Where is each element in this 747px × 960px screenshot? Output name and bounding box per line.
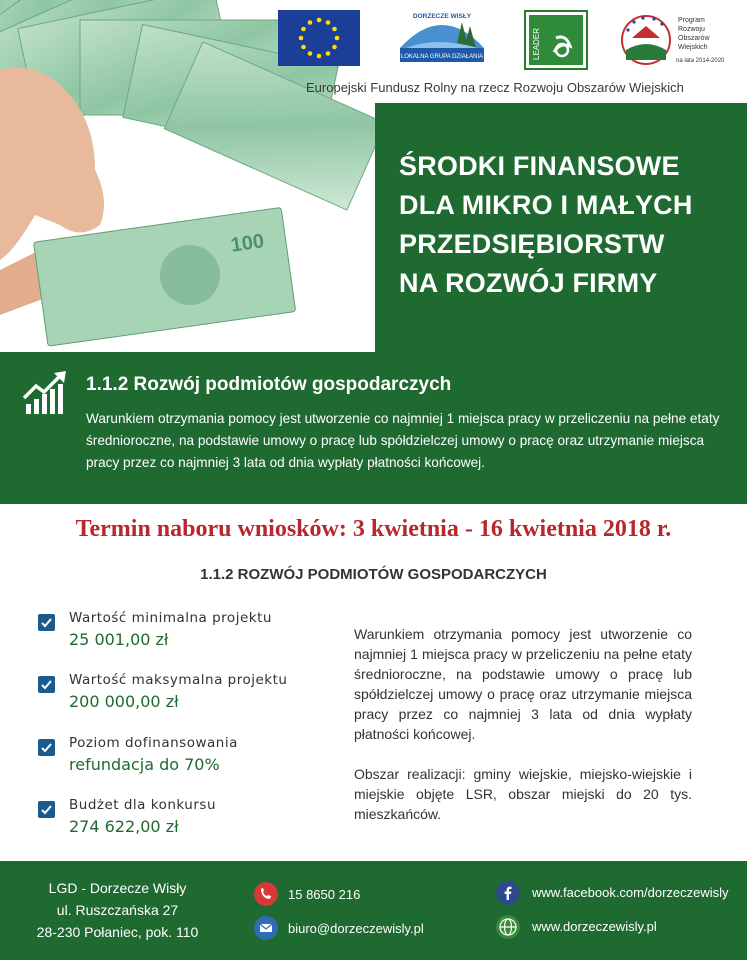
facebook-link[interactable]: www.facebook.com/dorzeczewisly [532, 885, 729, 900]
page-title [399, 147, 739, 303]
svg-text:LOKALNA GRUPA DZIAŁANIA: LOKALNA GRUPA DZIAŁANIA [400, 54, 484, 60]
list-item [38, 795, 338, 845]
fund-caption: Europejski Fundusz Rolny na rzecz Rozwoju Obszarów Wiejskich [306, 80, 684, 95]
email-icon [254, 916, 278, 940]
headline-box [375, 103, 747, 352]
svg-text:Program: Program [678, 17, 705, 24]
phone-icon [254, 882, 278, 906]
svg-text:LEADER: LEADER [532, 27, 541, 60]
growth-chart-icon [22, 370, 70, 416]
band-title: 1.1.2 Rozwój podmiotów gospodarczych [86, 374, 452, 395]
globe-icon [496, 915, 520, 939]
address-line: LGD - Dorzecze Wisły [48, 880, 187, 896]
program-info-band [0, 352, 747, 504]
email-link[interactable]: biuro@dorzeczewisly.pl [288, 921, 424, 936]
lgd-dorzecze-wisly-logo [396, 10, 488, 68]
feature-label: Budżet dla konkursu [69, 797, 216, 813]
address-line: ul. Ruszczańska 27 [56, 902, 179, 918]
svg-text:Obszarów: Obszarów [678, 35, 710, 42]
logos-row [278, 10, 738, 72]
feature-value: refundacja do 70% [69, 755, 220, 774]
svg-text:DORZECZE WISŁY: DORZECZE WISŁY [412, 13, 472, 20]
checkbox-icon [38, 739, 55, 756]
checkbox-icon [38, 676, 55, 693]
headline-line: ŚRODKI FINANSOWE [399, 151, 680, 181]
description-paragraph: Warunkiem otrzymania pomocy jest utworzenie co najmniej 1 miejsca pracy w przeliczeniu na pełne etaty średnioroczne, na podstawie umowy o pracę lub spółdzielczej umowy o pracę oraz utrzymanie miejsca pracy przez co najmniej 3 lata od dnia wypłaty płatności końcowej. [354, 626, 692, 742]
feature-value: 25 001,00 zł [69, 630, 169, 649]
facebook-icon [496, 881, 520, 905]
svg-text:Rozwoju: Rozwoju [678, 26, 705, 33]
footer [0, 861, 747, 960]
prow-2014-2020-logo [616, 10, 738, 72]
checkbox-icon [38, 614, 55, 631]
description [354, 624, 692, 824]
feature-value: 274 622,00 zł [69, 817, 179, 836]
feature-value: 200 000,00 zł [69, 692, 179, 711]
address-line: 28-230 Połaniec, pok. 110 [36, 924, 199, 940]
feature-label: Wartość minimalna projektu [69, 610, 272, 626]
section-title: 1.1.2 ROZWÓJ PODMIOTÓW GOSPODARCZYCH [200, 566, 547, 583]
checkbox-icon [38, 801, 55, 818]
top-section [0, 0, 747, 352]
svg-text:Wiejskich: Wiejskich [678, 44, 708, 51]
website-link[interactable]: www.dorzeczewisly.pl [532, 919, 657, 934]
eu-flag-logo [278, 10, 360, 66]
headline-line: NA ROZWÓJ FIRMY [399, 268, 658, 298]
headline-line: PRZEDSIĘBIORSTW [399, 229, 665, 259]
list-item [38, 670, 338, 720]
phone-number[interactable]: 15 8650 216 [288, 887, 361, 902]
description-paragraph: Obszar realizacji: gminy wiejskie, miejsko-wiejskie i miejskie objęte LSR, obszar miejski do 20 tys. mieszkańców. [354, 766, 692, 822]
headline-line: DLA MIKRO I MAŁYCH [399, 190, 693, 220]
svg-text:100: 100 [229, 230, 266, 257]
address-block [0, 877, 235, 943]
feature-label: Poziom dofinansowania [69, 735, 238, 751]
list-item [38, 608, 338, 658]
leader-logo [524, 10, 588, 70]
svg-text:na lata 2014-2020: na lata 2014-2020 [676, 58, 725, 64]
list-item [38, 733, 338, 783]
band-text: Warunkiem otrzymania pomocy jest utworzenie co najmniej 1 miejsca pracy w przeliczeniu na pełne etaty średnioroczne, na podstawie umowy o pracę lub spółdzielczej umowy o pracę oraz utrzymanie miejsca pracy przez co najmniej 3 lata od dnia wypłaty płatności końcowej. [86, 411, 720, 470]
feature-label: Wartość maksymalna projektu [69, 672, 288, 688]
deadline-text: Termin naboru wniosków: 3 kwietnia - 16 kwietnia 2018 r. [75, 516, 672, 542]
